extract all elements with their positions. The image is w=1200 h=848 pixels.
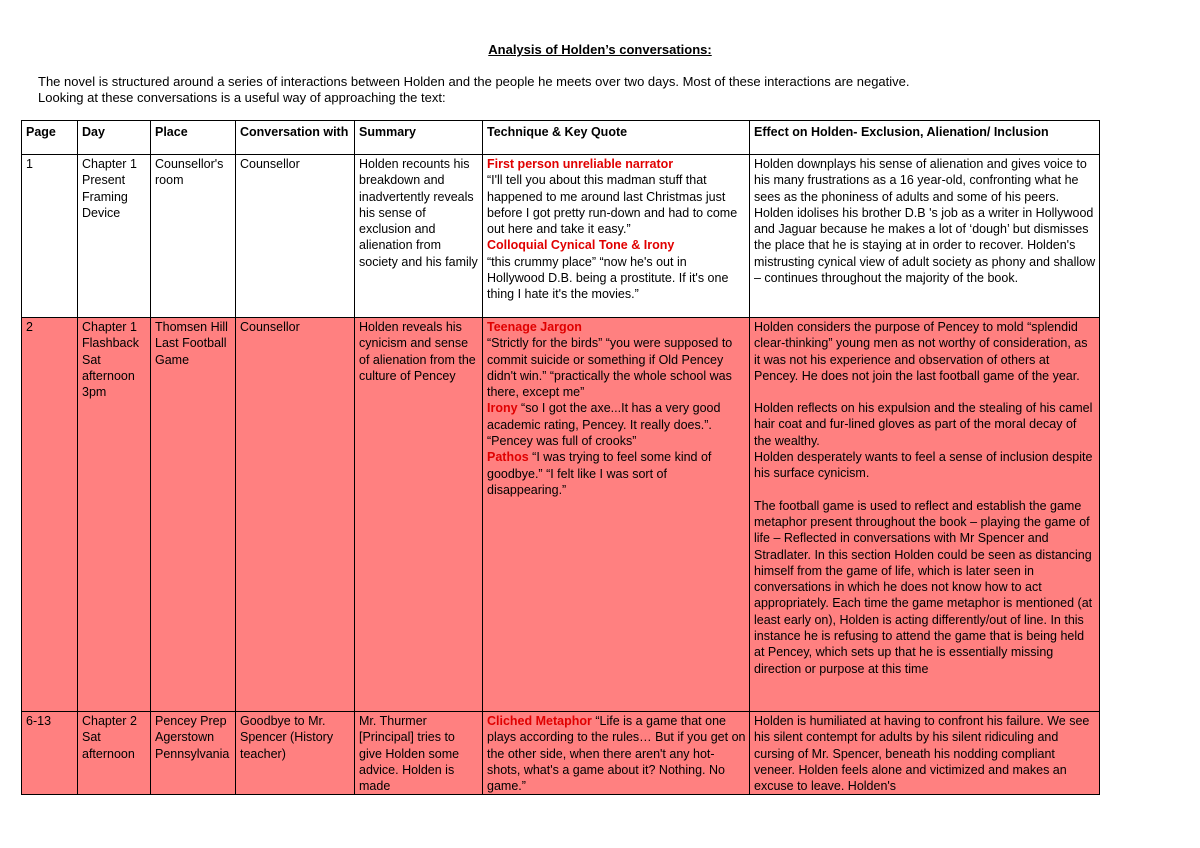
technique-label: Cliched Metaphor xyxy=(487,714,592,728)
header-conversation: Conversation with xyxy=(236,121,355,155)
header-place: Place xyxy=(151,121,236,155)
effect-paragraph: Holden desperately wants to feel a sense of inclusion despite his surface cynicism. xyxy=(754,450,1093,481)
cell-effect xyxy=(750,155,1100,318)
effect-paragraph: The football game is used to reflect and establish the game metaphor present throughout the book – playing the game of life – Reflected in conversations with Mr Spencer and Stradlater. In this section Holden could be seen as distancing himself from the game of life, which is later seen in conversations in which he does not know how to act appropriately. Each time the game metaphor is mentioned (at least early on), Holden is acting differently/out of line. In this instance he is refusing to attend the game that is being held at Pencey, which sets up that he is essentially missing direction or purpose at this time xyxy=(754,498,1093,676)
technique-quote-text: “I was trying to feel some kind of goodbye.” “I felt like I was sort of disappearing.” xyxy=(487,450,712,497)
header-effect: Effect on Holden- Exclusion, Alienation/ Inclusion xyxy=(750,121,1100,155)
paragraph-gap xyxy=(754,384,1096,400)
technique-quote: “I'll tell you about this madman stuff that happened to me around last Christmas just before I got pretty run-down and had to come out here and take it easy.” xyxy=(487,173,738,237)
cell-effect xyxy=(750,712,1100,795)
cell-technique xyxy=(483,155,750,318)
cell-summary: Mr. Thurmer [Principal] tries to give Holden some advice. Holden is made xyxy=(355,712,483,795)
table-row xyxy=(22,712,1100,795)
effect-paragraph: Holden reflects on his expulsion and the stealing of his camel hair coat and fur-lined gloves as part of the moral decay of the wealthy. xyxy=(754,401,1093,448)
technique-quote xyxy=(487,449,746,498)
cell-technique xyxy=(483,712,750,795)
header-technique: Technique & Key Quote xyxy=(483,121,750,155)
cell-conversation: Counsellor xyxy=(236,155,355,318)
intro-text xyxy=(38,74,1178,106)
effect-paragraph: Holden downplays his sense of alienation and gives voice to his many frustrations as a 16 year-old, confronting what he sees as the phoniness of adults and some of his peers. xyxy=(754,157,1087,204)
technique-quote: “this crummy place” “now he's out in Hollywood D.B. being a prostitute. If it's one thing I hate it's the movies.” xyxy=(487,254,729,302)
cell-conversation: Counsellor xyxy=(236,318,355,712)
technique-label: Colloquial Cynical Tone & Irony xyxy=(487,238,675,253)
technique-quote-text: “Life is a game that one plays according to the rules… But if you get on the other side, when there aren't any hot-shots, what's a game about it? Nothing. No game.” xyxy=(487,714,746,794)
technique-quote: “Strictly for the birds” “you were supposed to commit suicide or something if Old Pencey didn't win.” “practically the whole school was there, except me” xyxy=(487,336,733,400)
table-header-row xyxy=(22,121,1100,155)
header-day: Day xyxy=(78,121,151,155)
cell-summary: Holden reveals his cynicism and sense of alienation from the culture of Pencey xyxy=(355,318,483,712)
cell-effect xyxy=(750,318,1100,712)
cell-place: Pencey Prep Agerstown Pennsylvania xyxy=(151,712,236,795)
cell-page: 1 xyxy=(22,155,78,318)
page-title: Analysis of Holden’s conversations: xyxy=(488,42,712,57)
conversations-table xyxy=(21,120,1100,795)
cell-summary: Holden recounts his breakdown and inadvertently reveals his sense of exclusion and alienation from society and his family xyxy=(355,155,483,318)
effect-paragraph: Holden considers the purpose of Pencey to mold “splendid clear-thinking” young men as not worthy of consideration, as it was not his experience and observation of others at Pencey. He does not join the last football game of the year. xyxy=(754,320,1088,383)
header-page: Page xyxy=(22,121,78,155)
table-row xyxy=(22,318,1100,712)
table-row xyxy=(22,155,1100,318)
cell-place: Counsellor's room xyxy=(151,155,236,318)
technique-quote xyxy=(487,400,746,449)
cell-place: Thomsen Hill Last Football Game xyxy=(151,318,236,712)
technique-label: Teenage Jargon xyxy=(487,320,582,334)
paragraph-gap xyxy=(754,482,1096,498)
effect-paragraph: Holden idolises his brother D.B 's job as a writer in Hollywood and Jaguar because he makes a lot of ‘dough’ but dismisses the place that he is staying at in order to recover. Holden's mistrusting cynical view of adult society as phony and shallow – continues throughout the majority of the book. xyxy=(754,205,1096,286)
technique-quote xyxy=(487,713,746,794)
cell-page: 2 xyxy=(22,318,78,712)
cell-technique xyxy=(483,318,750,712)
cell-day: Chapter 1 Flashback Sat afternoon 3pm xyxy=(78,318,151,712)
intro-line: The novel is structured around a series of interactions between Holden and the people he meets over two days. Most of these interactions are negative. xyxy=(38,74,910,89)
technique-label: First person unreliable narrator xyxy=(487,157,674,171)
technique-quote-text: “so I got the axe...It has a very good academic rating, Pencey. It really does.”. “Pencey was full of crooks” xyxy=(487,401,721,449)
cell-page: 6-13 xyxy=(22,712,78,795)
effect-paragraph: Holden is humiliated at having to confront his failure. We see his silent contempt for adults by his silent ridiculing and cursing of Mr. Spencer, beneath his nodding compliant veneer. Holden feels alone and victimized and makes an excuse to leave. Holden's xyxy=(754,714,1090,794)
intro-line: Looking at these conversations is a useful way of approaching the text: xyxy=(38,90,446,105)
technique-label: Pathos xyxy=(487,450,529,465)
cell-day: Chapter 1 Present Framing Device xyxy=(78,155,151,318)
cell-conversation: Goodbye to Mr. Spencer (History teacher) xyxy=(236,712,355,795)
technique-label: Irony xyxy=(487,401,518,416)
header-summary: Summary xyxy=(355,121,483,155)
cell-day: Chapter 2 Sat afternoon xyxy=(78,712,151,795)
